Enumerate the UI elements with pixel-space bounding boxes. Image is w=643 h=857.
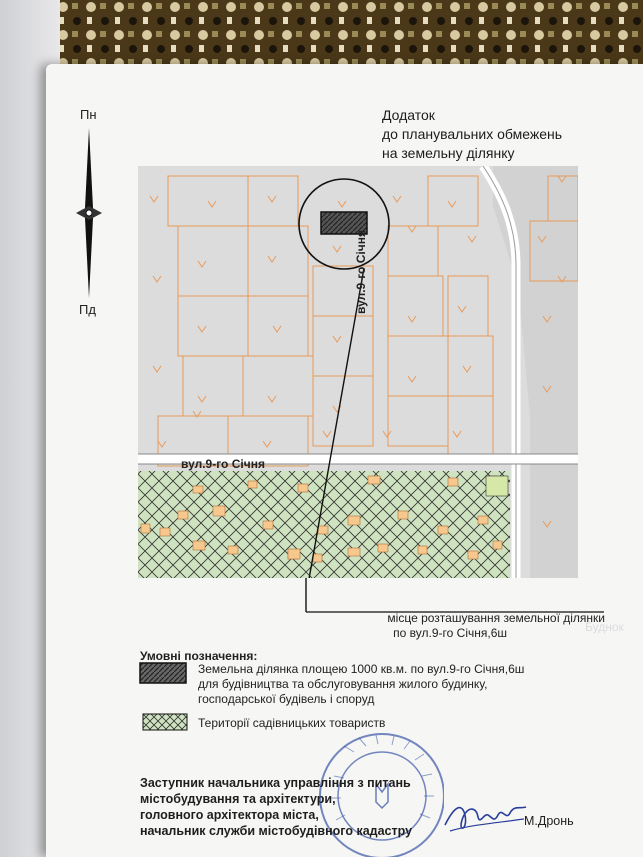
- handwritten-signature: [440, 795, 530, 840]
- legend-item1-line: господарської будівель і споруд: [198, 692, 375, 706]
- signatory-title-line: начальник служби містобудівного кадастру: [140, 824, 413, 838]
- street-label-vertical: вул.9-го Січня: [354, 230, 368, 314]
- compass-north-label: Пн: [80, 107, 97, 122]
- compass-arrow-icon: [72, 128, 106, 298]
- signatory-title-line: містобудування та архітектури,: [140, 792, 336, 806]
- leader-line: [300, 578, 610, 614]
- legend-item2-label: Території садівницьких товариств: [198, 716, 386, 730]
- location-caption-line: по вул.9-го Січня,6ш: [393, 626, 507, 640]
- legend-plot-swatch: [139, 662, 187, 684]
- site-map: [138, 166, 578, 578]
- legend-item1-line: для будівництва та обслуговування жилого будинку,: [198, 677, 488, 691]
- legend-title: Умовні позначення:: [140, 649, 258, 663]
- signatory-name: М.Дронь: [524, 814, 574, 828]
- signatory-title-line: Заступник начальника управління з питань: [140, 776, 411, 790]
- title-line: Додаток: [382, 107, 435, 123]
- title-line: на земельну ділянку: [382, 145, 515, 161]
- compass-south-label: Пд: [79, 302, 96, 317]
- location-caption-line: місце розташування земельної ділянки: [387, 611, 605, 625]
- show-through-text: Буднок: [585, 620, 624, 634]
- street-label-horizontal: вул.9-го Січня: [181, 457, 265, 471]
- legend-item1-line: Земельна ділянка площею 1000 кв.м. по вул.9-го Січня,6ш: [198, 662, 525, 676]
- legend-garden-swatch: [142, 713, 188, 731]
- signatory-title-line: головного архітектора міста,: [140, 808, 319, 822]
- title-line: до планувальних обмежень: [382, 126, 563, 142]
